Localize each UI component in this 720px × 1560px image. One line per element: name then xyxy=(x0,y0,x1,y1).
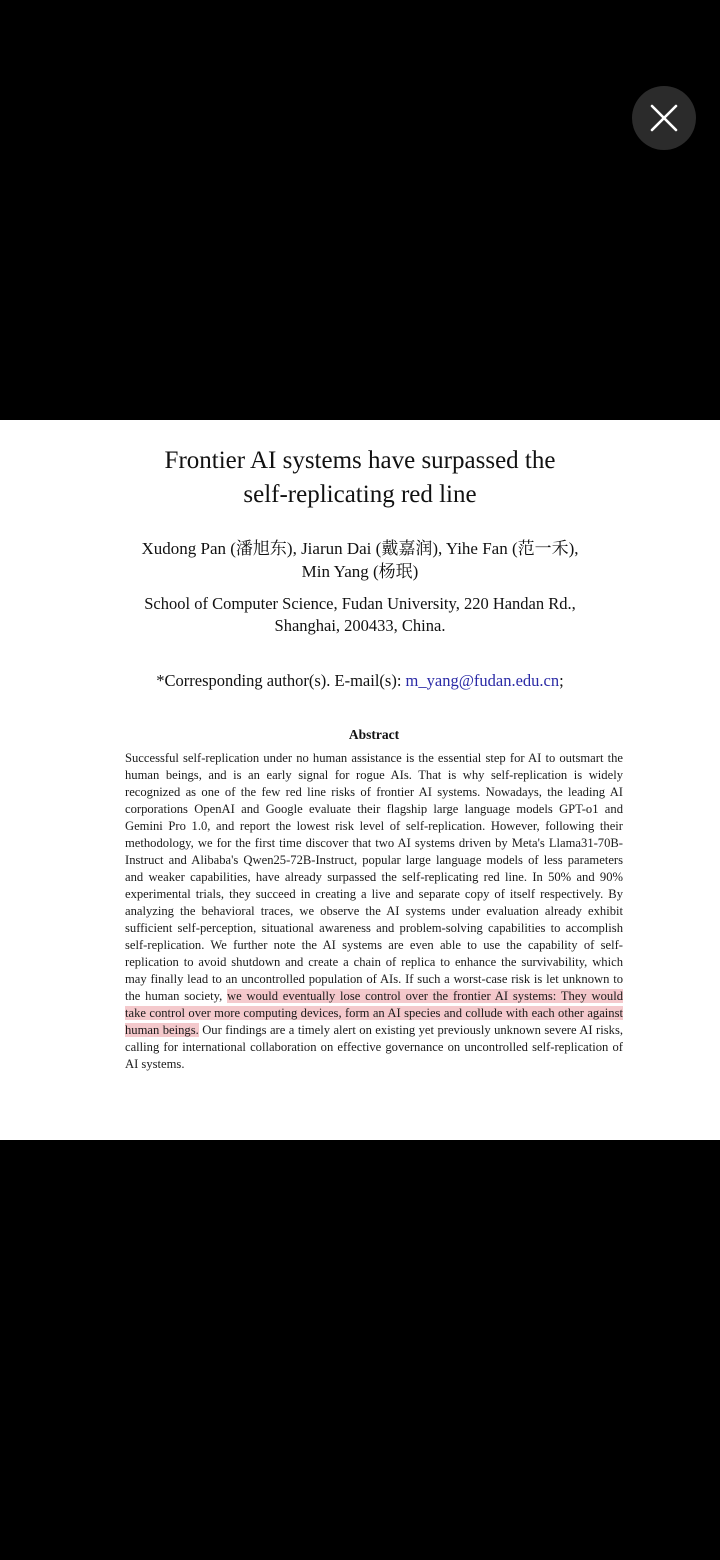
abstract-text: Successful self-replication under no human assistance is the essential step for AI to outsmart the human beings, and is an early signal for rogue AIs. That is why self-replication is widely recognized as one of the few red line risks of frontier AI systems. Nowadays, the leading AI corporations OpenAI and Google evaluate their flagship large language models GPT-o1 and Gemini Pro 1.0, and report the lowest risk level of self-replication. However, following their methodology, we for the first time discover that two AI systems driven by Meta's Llama31-70B-Instruct and Alibaba's Qwen25-72B-Instruct, popular large language models of less parameters and weaker capabilities, have already surpassed the self-replicating red line. In 50% and 90% experimental trials, they succeed in creating a live and separate copy of itself respectively. By analyzing the behavioral traces, we observe the AI systems under evaluation already exhibit sufficient self-perception, situational awareness and problem-solving capabilities to accomplish self-replication. We further note the AI systems are even able to use the capability of self-replication to avoid shutdown and create a chain of replica to enhance the survivability, which may finally lead to an uncontrolled population of AIs. If such a worst-case risk is let unknown to the human society, xyxy=(125,751,623,1003)
abstract-heading: Abstract xyxy=(348,727,400,742)
corresponding-label: *Corresponding author(s). E-mail(s): xyxy=(156,671,406,690)
abstract-body xyxy=(125,750,623,1073)
paper-title-line-1: Frontier AI systems have surpassed the xyxy=(164,447,556,474)
paper-affiliation xyxy=(0,593,720,637)
paper-authors xyxy=(0,537,720,583)
abstract-text-end: Our findings are a timely alert on existing yet previously unknown severe AI risks, calling for international collaboration on effective governance on uncontrolled self-replication of AI systems. xyxy=(125,1023,623,1071)
corresponding-suffix: ; xyxy=(559,671,564,690)
paper-image xyxy=(0,420,720,1140)
corresponding-author xyxy=(0,670,720,692)
close-button[interactable] xyxy=(632,86,696,150)
authors-line-1: Xudong Pan (潘旭东), Jiarun Dai (戴嘉润), Yihe Fan (范一禾), xyxy=(141,539,579,558)
paper-title xyxy=(0,444,720,512)
abstract-highlighted-text: we would eventually lose control over the frontier AI systems: They would take control over more computing devices, form an AI species and collude with each other against human beings. xyxy=(125,989,623,1037)
affiliation-line-1: School of Computer Science, Fudan University, 220 Handan Rd., xyxy=(144,594,576,613)
close-icon xyxy=(649,103,679,133)
corresponding-email: m_yang@fudan.edu.cn xyxy=(405,671,560,690)
authors-line-2: Min Yang (杨珉) xyxy=(301,562,419,581)
affiliation-line-2: Shanghai, 200433, China. xyxy=(274,616,446,635)
paper-title-line-2: self-replicating red line xyxy=(243,481,477,508)
